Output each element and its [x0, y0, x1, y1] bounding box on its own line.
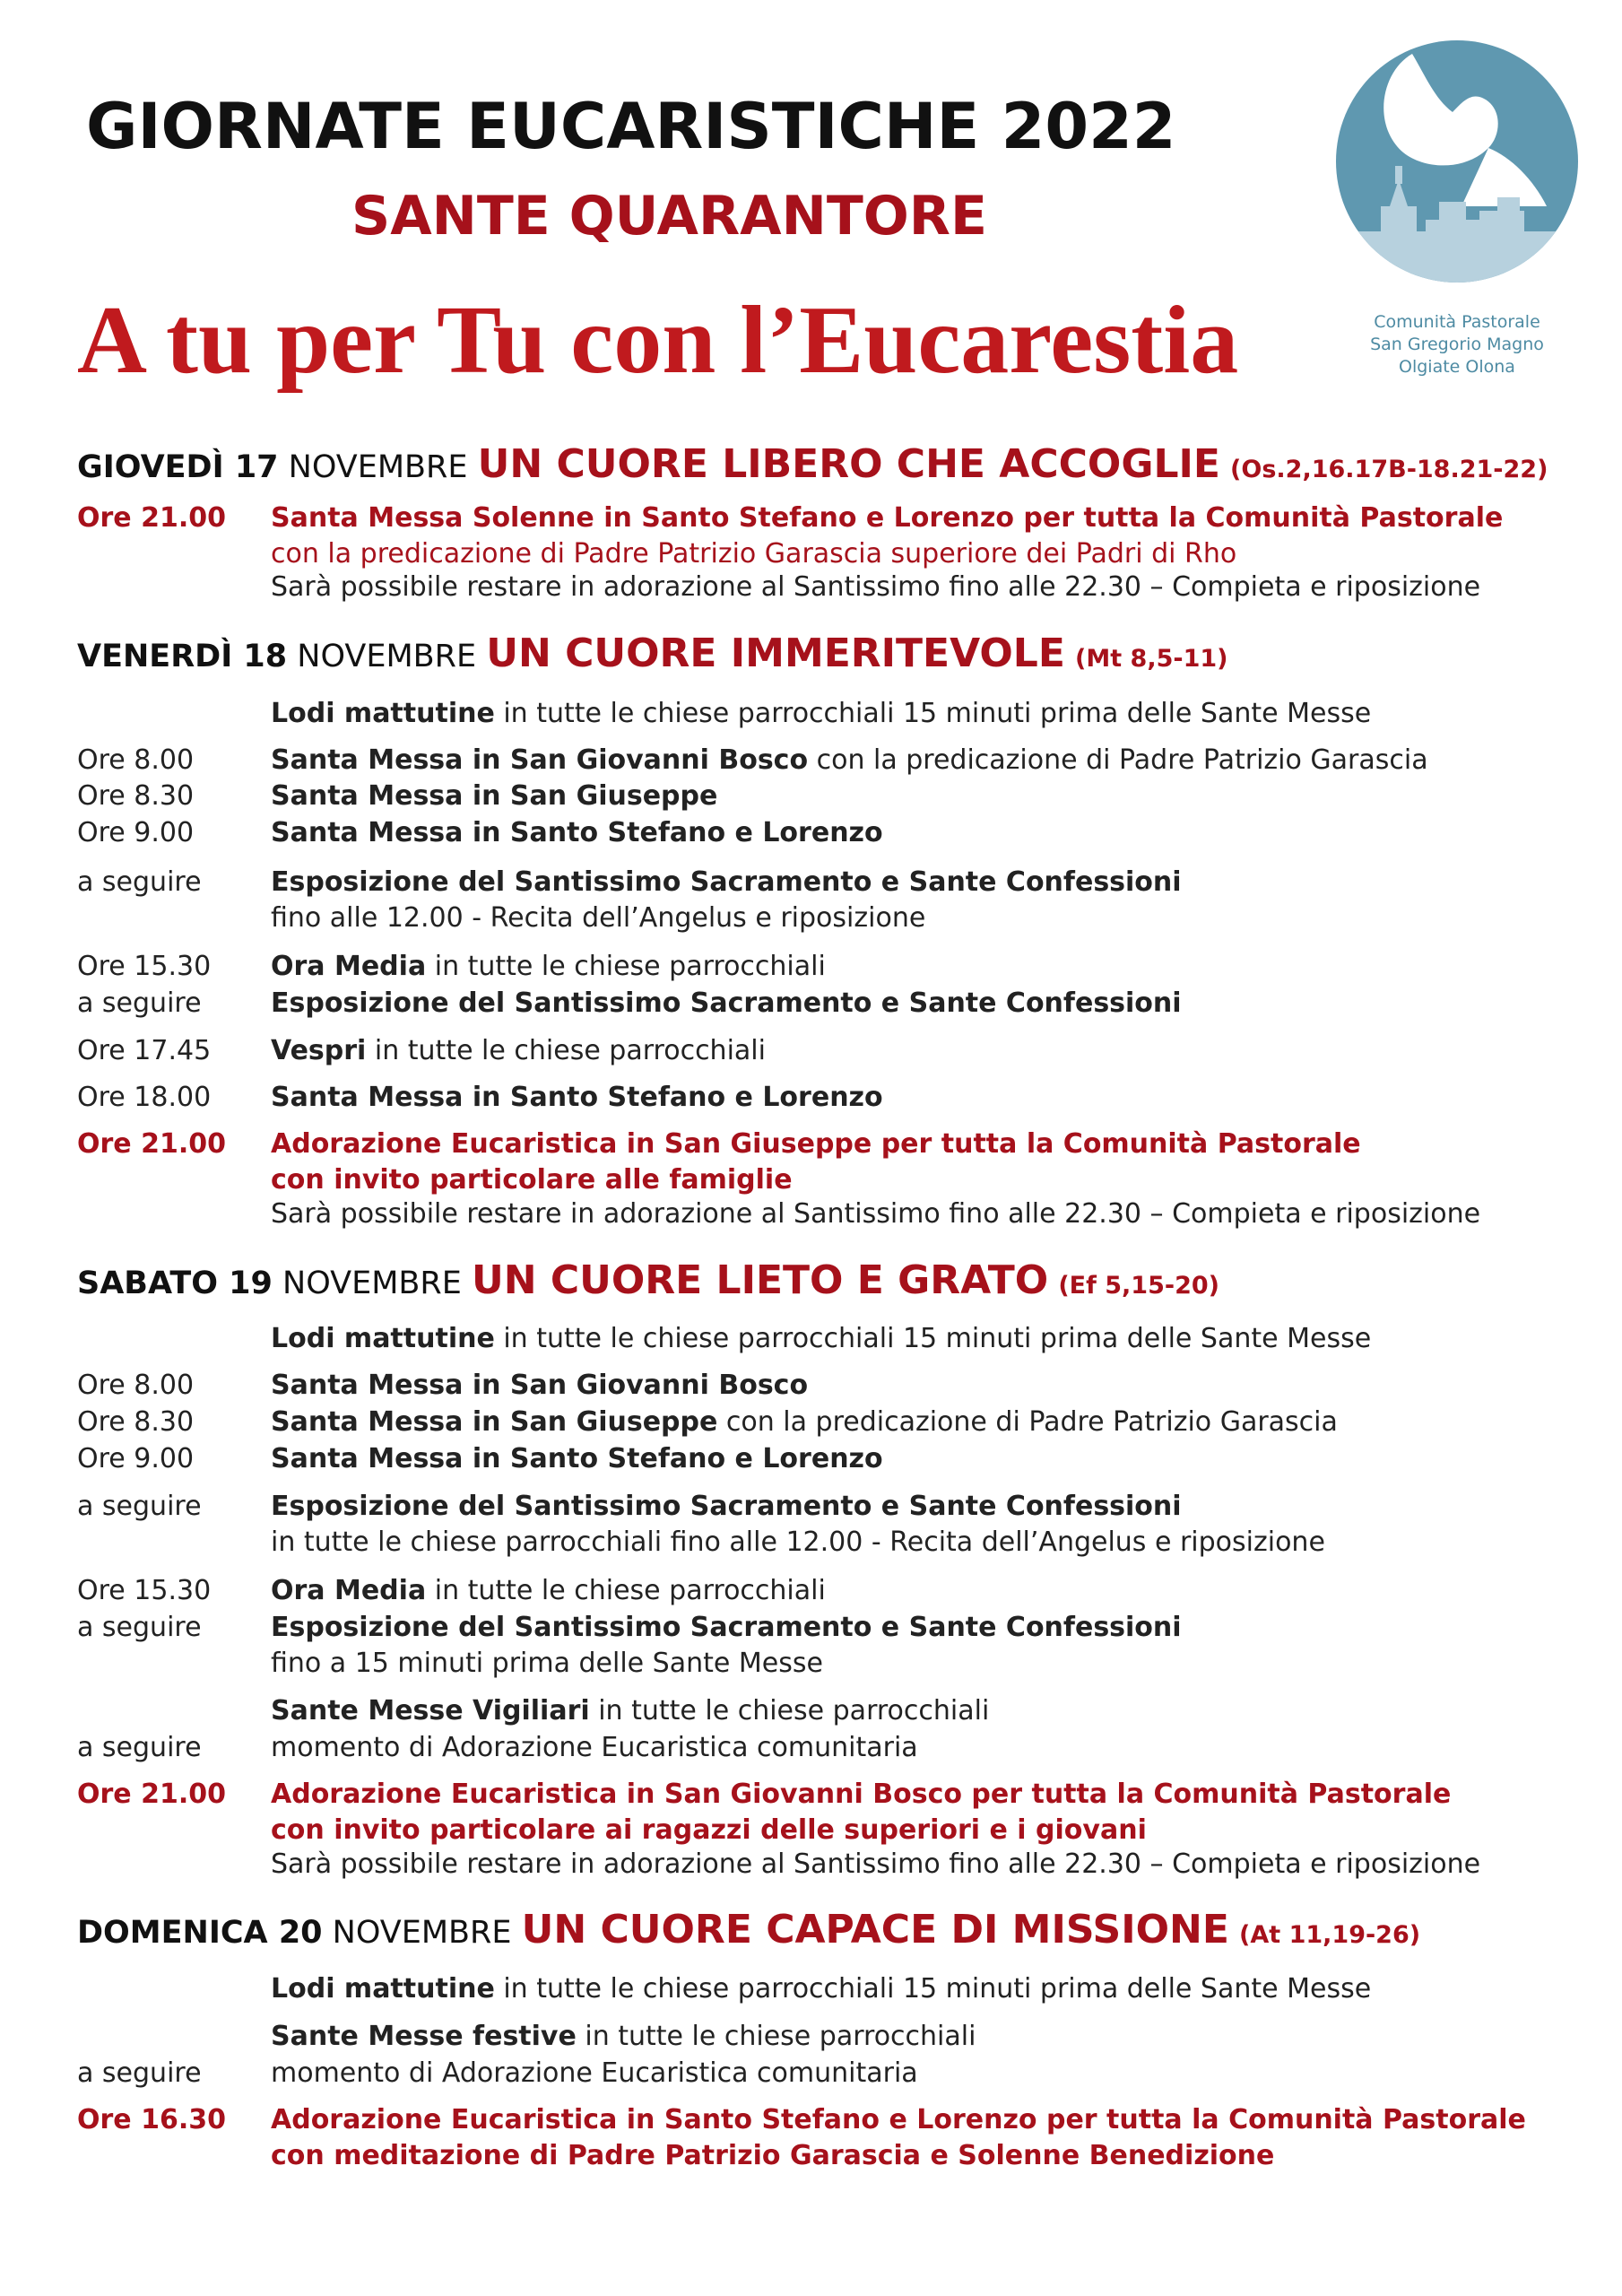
schedule-time: Ore 21.00: [77, 1128, 226, 1160]
day-heading-giovedi: [77, 441, 1548, 487]
schedule-desc: Sante Messe Vigiliari in tutte le chiese parrocchiali: [271, 1695, 990, 1726]
schedule-note: con la predicazione di Padre Patrizio Garascia superiore dei Padri di Rho: [271, 538, 1237, 570]
schedule-note: Sarà possibile restare in adorazione al Santissimo fino alle 22.30 – Compieta e riposizione: [271, 1848, 1481, 1880]
day-theme: UN CUORE IMMERITEVOLE: [486, 631, 1065, 676]
schedule-time: Ore 9.00: [77, 817, 195, 848]
day-name: GIOVEDÌ 17: [77, 449, 279, 485]
page-motto: A tu per Tu con l’Eucarestia: [77, 287, 1239, 394]
schedule-desc: Adorazione Eucaristica in San Giuseppe per tutta la Comunità Pastorale: [271, 1128, 1361, 1160]
schedule-note: momento di Adorazione Eucaristica comunitaria: [271, 2057, 918, 2089]
schedule-desc: Esposizione del Santissimo Sacramento e Sante Confessioni: [271, 1612, 1182, 1643]
day-scripture-ref: (Ef 5,15-20): [1058, 1272, 1219, 1300]
schedule-desc: con invito particolare alle famiglie: [271, 1164, 793, 1196]
day-name: DOMENICA 20: [77, 1915, 323, 1951]
schedule-time: a seguire: [77, 1732, 202, 1763]
schedule-desc: Santa Messa in Santo Stefano e Lorenzo: [271, 1082, 883, 1113]
schedule-desc: con meditazione di Padre Patrizio Garascia e Solenne Benedizione: [271, 2140, 1275, 2171]
logo-line-2: San Gregorio Magno: [1370, 335, 1544, 354]
schedule-time: a seguire: [77, 1491, 202, 1522]
day-month: NOVEMBRE: [297, 639, 477, 674]
day-heading-sabato: [77, 1257, 1219, 1303]
schedule-time: Ore 21.00: [77, 502, 226, 534]
schedule-desc: con invito particolare ai ragazzi delle superiori e i giovani: [271, 1814, 1147, 1846]
schedule-desc: Santa Messa in San Giovanni Bosco: [271, 1370, 809, 1401]
schedule-desc: Esposizione del Santissimo Sacramento e Sante Confessioni: [271, 987, 1182, 1019]
schedule-time: a seguire: [77, 866, 202, 898]
schedule-desc: Adorazione Eucaristica in Santo Stefano e Lorenzo per tutta la Comunità Pastorale: [271, 2104, 1526, 2135]
logo-line-3: Olgiate Olona: [1399, 357, 1515, 377]
day-month: NOVEMBRE: [332, 1915, 512, 1951]
schedule-desc: Sante Messe festive in tutte le chiese parrocchiali: [271, 2021, 976, 2052]
schedule-time: a seguire: [77, 1612, 202, 1643]
schedule-note: momento di Adorazione Eucaristica comunitaria: [271, 1732, 918, 1763]
schedule-time: a seguire: [77, 2057, 202, 2089]
schedule-desc: Vespri in tutte le chiese parrocchiali: [271, 1035, 766, 1066]
day-theme: UN CUORE LIETO E GRATO: [471, 1257, 1049, 1303]
schedule-time: Ore 15.30: [77, 951, 212, 982]
logo-line-1: Comunità Pastorale: [1374, 312, 1540, 332]
schedule-desc: Lodi mattutine in tutte le chiese parrocchiali 15 minuti prima delle Sante Messe: [271, 698, 1372, 729]
schedule-desc: Ora Media in tutte le chiese parrocchiali: [271, 951, 826, 982]
schedule-time: Ore 8.30: [77, 1406, 195, 1438]
schedule-note: in tutte le chiese parrocchiali fino alle 12.00 - Recita dell’Angelus e riposizione: [271, 1526, 1325, 1558]
schedule-desc: Adorazione Eucaristica in San Giovanni Bosco per tutta la Comunità Pastorale: [271, 1779, 1452, 1810]
page-subtitle: SANTE QUARANTORE: [351, 185, 987, 248]
schedule-note: Sarà possibile restare in adorazione al Santissimo fino alle 22.30 – Compieta e riposizione: [271, 571, 1481, 603]
schedule-desc: Santa Messa in San Giovanni Bosco con la predicazione di Padre Patrizio Garascia: [271, 744, 1428, 776]
schedule-note: fino a 15 minuti prima delle Sante Messe: [271, 1648, 823, 1679]
day-heading-domenica: [77, 1907, 1420, 1952]
schedule-desc: Santa Messa Solenne in Santo Stefano e Lorenzo per tutta la Comunità Pastorale: [271, 502, 1504, 534]
schedule-time: a seguire: [77, 987, 202, 1019]
schedule-desc: Ora Media in tutte le chiese parrocchiali: [271, 1575, 826, 1606]
page-title: GIORNATE EUCARISTICHE 2022: [86, 90, 1176, 163]
schedule-desc: Santa Messa in San Giuseppe con la predicazione di Padre Patrizio Garascia: [271, 1406, 1338, 1438]
day-theme: UN CUORE CAPACE DI MISSIONE: [521, 1907, 1229, 1952]
schedule-time: Ore 16.30: [77, 2104, 226, 2135]
day-month: NOVEMBRE: [288, 449, 468, 485]
schedule-desc: Lodi mattutine in tutte le chiese parrocchiali 15 minuti prima delle Sante Messe: [271, 1323, 1372, 1354]
schedule-desc: Esposizione del Santissimo Sacramento e Sante Confessioni: [271, 866, 1182, 898]
schedule-time: Ore 9.00: [77, 1443, 195, 1474]
schedule-desc: Lodi mattutine in tutte le chiese parrocchiali 15 minuti prima delle Sante Messe: [271, 1973, 1372, 2005]
schedule-desc: Santa Messa in San Giuseppe: [271, 780, 718, 812]
schedule-time: Ore 15.30: [77, 1575, 212, 1606]
schedule-time: Ore 17.45: [77, 1035, 212, 1066]
day-scripture-ref: (At 11,19-26): [1239, 1921, 1421, 1949]
schedule-desc: Santa Messa in Santo Stefano e Lorenzo: [271, 817, 883, 848]
day-scripture-ref: (Mt 8,5-11): [1075, 645, 1228, 673]
schedule-note: Sarà possibile restare in adorazione al Santissimo fino alle 22.30 – Compieta e riposizione: [271, 1198, 1481, 1230]
day-scripture-ref: (Os.2,16.17B-18.21-22): [1230, 456, 1548, 483]
schedule-time: Ore 8.00: [77, 1370, 195, 1401]
schedule-desc: Santa Messa in Santo Stefano e Lorenzo: [271, 1443, 883, 1474]
schedule-note: fino alle 12.00 - Recita dell’Angelus e riposizione: [271, 902, 926, 934]
logo-caption: [1318, 311, 1596, 378]
schedule-desc: Esposizione del Santissimo Sacramento e Sante Confessioni: [271, 1491, 1182, 1522]
day-heading-venerdi: [77, 631, 1228, 676]
day-month: NOVEMBRE: [282, 1265, 462, 1301]
day-name: SABATO 19: [77, 1265, 273, 1301]
schedule-time: Ore 18.00: [77, 1082, 212, 1113]
day-theme: UN CUORE LIBERO CHE ACCOGLIE: [477, 441, 1220, 487]
day-name: VENERDÌ 18: [77, 639, 288, 674]
schedule-time: Ore 21.00: [77, 1779, 226, 1810]
schedule-time: Ore 8.30: [77, 780, 195, 812]
schedule-time: Ore 8.00: [77, 744, 195, 776]
